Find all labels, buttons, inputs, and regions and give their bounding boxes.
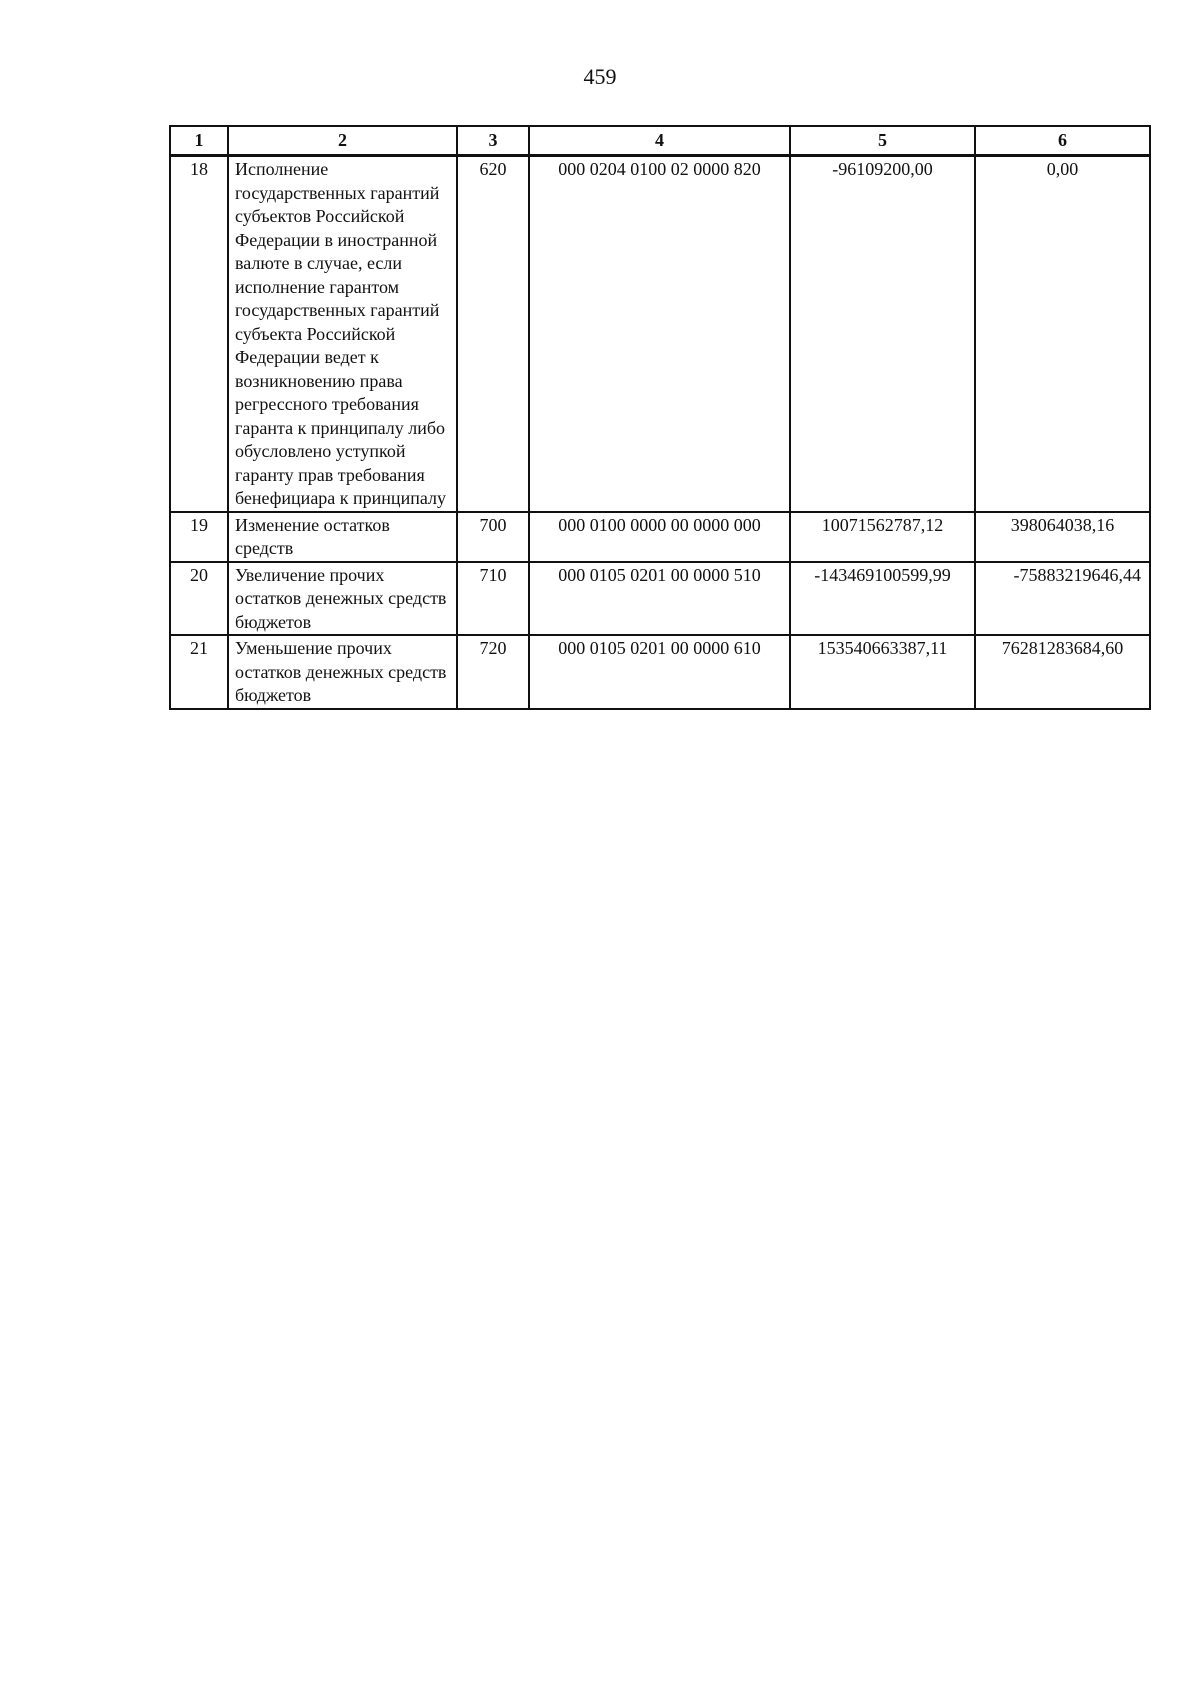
row-line-code: 720 [457,635,529,709]
row-budget-code: 000 0105 0201 00 0000 610 [529,635,790,709]
column-header-4: 4 [529,126,790,156]
row-number: 18 [170,156,228,512]
column-header-5: 5 [790,126,975,156]
table-row [170,156,1150,512]
row-name: Уменьшение прочих остатков денежных средств бюджетов [228,635,457,709]
budget-table [169,125,1151,710]
row-line-code: 620 [457,156,529,512]
column-header-3: 3 [457,126,529,156]
row-number: 20 [170,562,228,636]
row-name: Исполнение государственных гарантий субъектов Российской Федерации в иностранной валюте в случае, если исполнение гарантом государственных гарантий субъекта Российской Федерации ведет к возникновению права регрессного требования гаранта к принципалу либо обусловлено уступкой гаранту прав требования бенефициара к принципалу [228,156,457,512]
table-row [170,562,1150,636]
row-line-code: 710 [457,562,529,636]
table-row [170,512,1150,562]
row-name: Изменение остатков средств [228,512,457,562]
row-budget-code: 000 0204 0100 02 0000 820 [529,156,790,512]
row-line-code: 700 [457,512,529,562]
column-header-1: 1 [170,126,228,156]
row-value-2: 398064038,16 [975,512,1150,562]
page-number: 459 [583,64,617,89]
row-budget-code: 000 0105 0201 00 0000 510 [529,562,790,636]
row-number: 21 [170,635,228,709]
column-header-2: 2 [228,126,457,156]
row-value-1: -143469100599,99 [790,562,975,636]
row-value-2: -75883219646,44 [975,562,1150,636]
row-budget-code: 000 0100 0000 00 0000 000 [529,512,790,562]
row-name: Увеличение прочих остатков денежных средств бюджетов [228,562,457,636]
table-row [170,635,1150,709]
row-value-2: 0,00 [975,156,1150,512]
column-header-6: 6 [975,126,1150,156]
row-value-1: 10071562787,12 [790,512,975,562]
row-value-1: 153540663387,11 [790,635,975,709]
table-header-row [170,126,1150,156]
row-value-2: 76281283684,60 [975,635,1150,709]
row-number: 19 [170,512,228,562]
row-value-1: -96109200,00 [790,156,975,512]
